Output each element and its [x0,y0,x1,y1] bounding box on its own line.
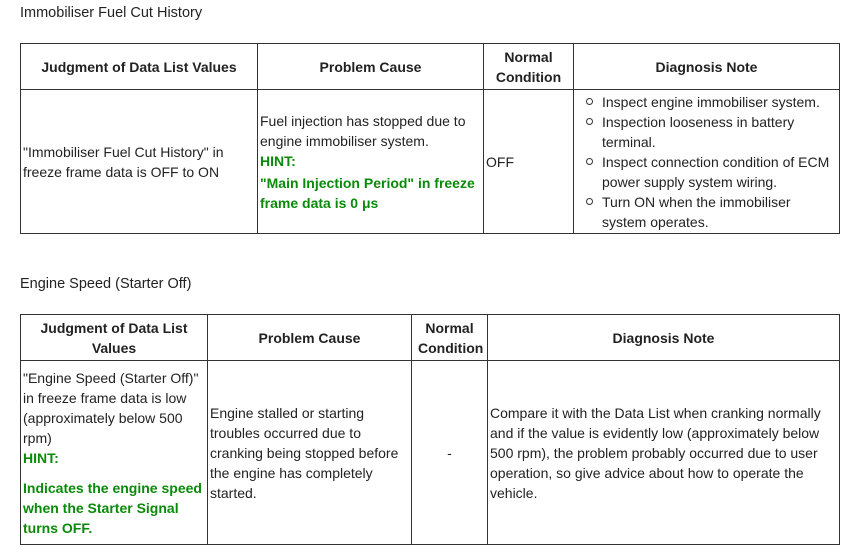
header-diagnosis-note: Diagnosis Note [488,315,840,361]
list-item: Inspect engine immobiliser system. [602,92,837,112]
cell-problem-cause [258,90,484,234]
list-item: Inspect connection condition of ECM power supply system wiring. [602,152,837,192]
header-normal-condition: Normal Condition [484,44,574,90]
section-title-engine-speed: Engine Speed (Starter Off) [20,276,192,292]
header-problem-cause: Problem Cause [258,44,484,90]
list-item: Inspection looseness in battery terminal. [602,112,837,152]
hint-label: HINT: [260,152,296,169]
header-judgment: Judgment of Data List Values [21,44,258,90]
cell-normal-condition: - [412,361,488,545]
header-problem-cause: Problem Cause [208,315,412,361]
immobiliser-table [20,43,840,234]
engine-speed-table [20,314,840,545]
table-row [21,361,840,545]
header-diagnosis-note: Diagnosis Note [574,44,840,90]
hint-text: Indicates the engine speed when the Starter Signal turns OFF. [23,479,202,536]
cell-judgment: "Immobiliser Fuel Cut History" in freeze frame data is OFF to ON [21,90,258,234]
table-header-row [21,315,840,361]
cell-normal-condition: OFF [484,90,574,234]
list-item: Turn ON when the immobiliser system operates. [602,192,837,232]
cause-text: Fuel injection has stopped due to engine immobiliser system. [260,112,466,149]
hint-text: "Main Injection Period" in freeze frame data is 0 μs [260,174,475,211]
table-row [21,90,840,234]
cell-judgment [21,361,208,545]
table-header-row [21,44,840,90]
cell-diagnosis-note [574,90,840,234]
judgment-text: "Engine Speed (Starter Off)" in freeze frame data is low (approximately below 500 rpm) [23,369,199,446]
section-title-immobiliser: Immobiliser Fuel Cut History [20,5,203,21]
diagnosis-note-list [576,92,837,232]
cell-diagnosis-note: Compare it with the Data List when cranking normally and if the value is evidently low (approximately below 500 rpm), the problem probably occurred due to user operation, so give advice about how to operate the vehicle. [488,361,840,545]
header-judgment: Judgment of Data List Values [21,315,208,361]
hint-label: HINT: [23,449,59,466]
header-normal-condition: Normal Condition [412,315,488,361]
cell-problem-cause: Engine stalled or starting troubles occurred due to cranking being stopped before the engine has completely started. [208,361,412,545]
